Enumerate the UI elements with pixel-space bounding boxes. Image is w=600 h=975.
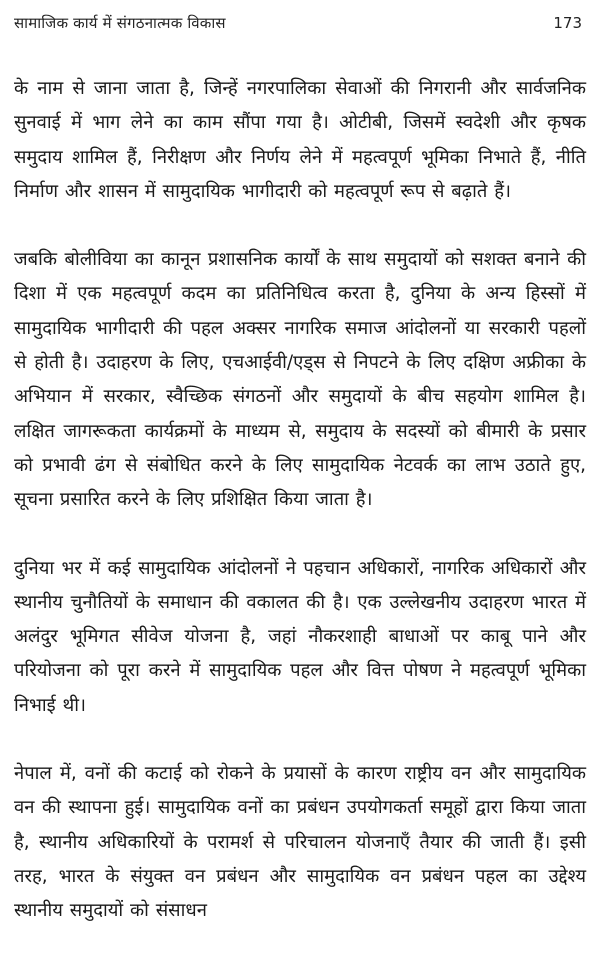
running-title: सामाजिक कार्य में संगठनात्मक विकास (14, 14, 226, 32)
paragraph-4: नेपाल में, वनों की कटाई को रोकने के प्रयासों के कारण राष्ट्रीय वन और सामुदायिक वन की स्थापना हुई। सामुदायिक वनों का प्रबंधन उपयोगकर्ता समूहों द्वारा किया जाता है, स्थानीय अधिकारियों के परामर्श से परिचालन योजनाएँ तैयार की जाती हैं। इसी तरह, भारत के संयुक्त वन प्रबंधन और सामुदायिक वन प्रबंधन पहल का उद्देश्य स्थानीय समुदायों को संसाधन (14, 763, 586, 922)
page-header (14, 10, 586, 36)
paragraph-3: दुनिया भर में कई सामुदायिक आंदोलनों ने पहचान अधिकारों, नागरिक अधिकारों और स्थानीय चुनौतियों के समाधान की वकालत की है। एक उल्लेखनीय उदाहरण भारत में अलंदुर भूमिगत सीवेज योजना है, जहां नौकरशाही बाधाओं पर काबू पाने और परियोजना को पूरा करने में सामुदायिक पहल और वित्त पोषण ने महत्वपूर्ण भूमिका निभाई थी। (14, 557, 586, 716)
page-body (14, 72, 586, 963)
paragraph-2: जबकि बोलीविया का कानून प्रशासनिक कार्यों के साथ समुदायों को सशक्त बनाने की दिशा में एक महत्वपूर्ण कदम का प्रतिनिधित्व करता है, दुनिया के अन्य हिस्सों में सामुदायिक भागीदारी की पहल अक्सर नागरिक समाज आंदोलनों या सरकारी पहलों से होती है। उदाहरण के लिए, एचआईवी/एड्स से निपटने के लिए दक्षिण अफ्रीका के अभियान में सरकार, स्वैच्छिक संगठनों और समुदायों के बीच सहयोग शामिल है। लक्षित जागरूकता कार्यक्रमों के माध्यम से, समुदाय के सदस्यों को बीमारी के प्रसार को प्रभावी ढंग से संबोधित करने के लिए सामुदायिक नेटवर्क का लाभ उठाते हुए, सूचना प्रसारित करने के लिए प्रशिक्षित किया जाता है। (14, 249, 586, 511)
paragraph-1: के नाम से जाना जाता है, जिन्हें नगरपालिका सेवाओं की निगरानी और सार्वजनिक सुनवाई में भाग लेने का काम सौंपा गया है। ओटीबी, जिसमें स्वदेशी और कृषक समुदाय शामिल हैं, निरीक्षण और निर्णय लेने में महत्वपूर्ण भूमिका निभाते हैं, नीति निर्माण और शासन में सामुदायिक भागीदारी को महत्वपूर्ण रूप से बढ़ाते हैं। (14, 78, 586, 202)
page-number: 173 (553, 14, 582, 32)
